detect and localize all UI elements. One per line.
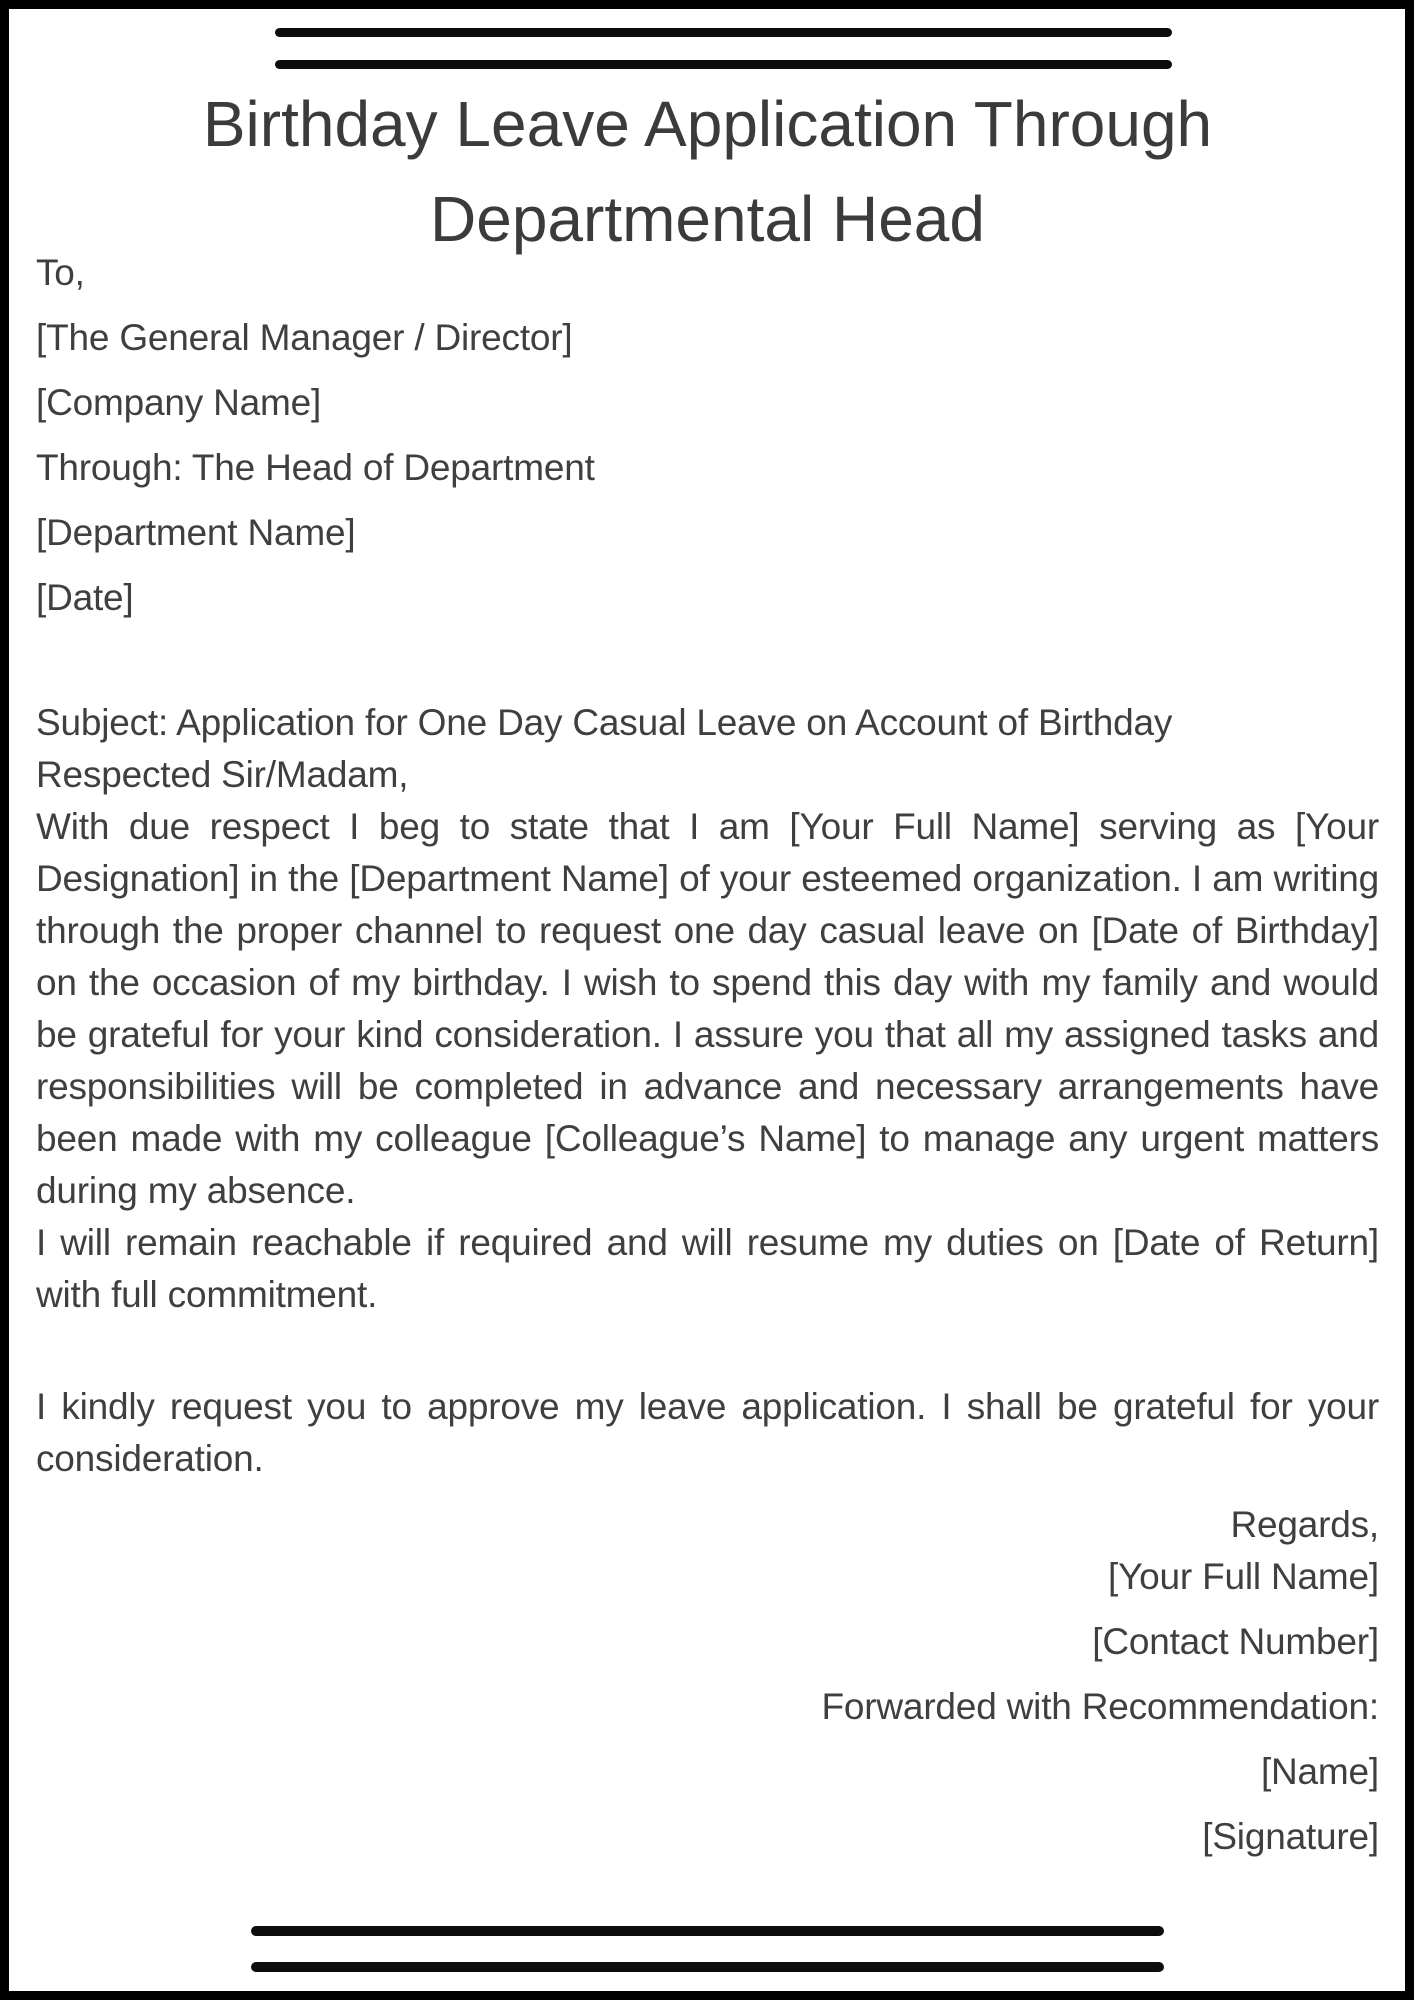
- recipient-block: [36, 247, 1379, 624]
- availability-paragraph: I will remain reachable if required and will resume my duties on [Date of Return] with full commitment.: [36, 1222, 1379, 1315]
- recipient-line-department: [Department Name]: [36, 512, 356, 553]
- recipient-line-to: To,: [36, 252, 85, 293]
- recipient-line-company: [Company Name]: [36, 382, 322, 423]
- bottom-rule-2: [251, 1962, 1164, 1972]
- top-rule-2: [275, 60, 1172, 69]
- page-title: Birthday Leave Application Through Departmental Head: [202, 88, 1213, 255]
- closing-paragraph: I kindly request you to approve my leave application. I shall be grateful for your consideration.: [36, 1386, 1379, 1479]
- spacer: [36, 637, 1379, 697]
- salutation: Respected Sir/Madam,: [36, 754, 409, 795]
- top-divider: [9, 9, 1405, 69]
- recipient-line-through: Through: The Head of Department: [36, 447, 595, 488]
- subject-line: Subject: Application for One Day Casual Leave on Account of Birthday: [36, 702, 1173, 743]
- bottom-rule-1: [251, 1926, 1164, 1936]
- signature-line-contact: [Contact Number]: [1092, 1621, 1379, 1662]
- signature-block: [36, 1499, 1379, 1863]
- signature-line-forwarded: Forwarded with Recommendation:: [821, 1686, 1379, 1727]
- body-paragraph: With due respect I beg to state that I am [Your Full Name] serving as [Your Designation] in the [Department Name] of your esteemed organization. I am writing through the proper channel to request one day casual leave on [Date of Birthday] on the occasion of my birthday. I wish to spend this day with my family and would be grateful for your kind consideration. I assure you that all my assigned tasks and responsibilities will be completed in advance and necessary arrangements have been made with my colleague [Colleague’s Name] to manage any urgent matters during my absence.: [36, 806, 1379, 1211]
- signature-line-regards: Regards,: [1230, 1504, 1379, 1545]
- signature-line-hod-signature: [Signature]: [1202, 1816, 1379, 1857]
- recipient-line-manager: [The General Manager / Director]: [36, 317, 573, 358]
- top-rule-1: [275, 28, 1172, 37]
- signature-line-name: [Your Full Name]: [1108, 1556, 1379, 1597]
- signature-line-hod-name: [Name]: [1260, 1751, 1379, 1792]
- letter-content: [9, 77, 1405, 1863]
- recipient-line-date: [Date]: [36, 577, 134, 618]
- letter-body: [36, 247, 1379, 1863]
- spacer: [36, 1321, 1379, 1381]
